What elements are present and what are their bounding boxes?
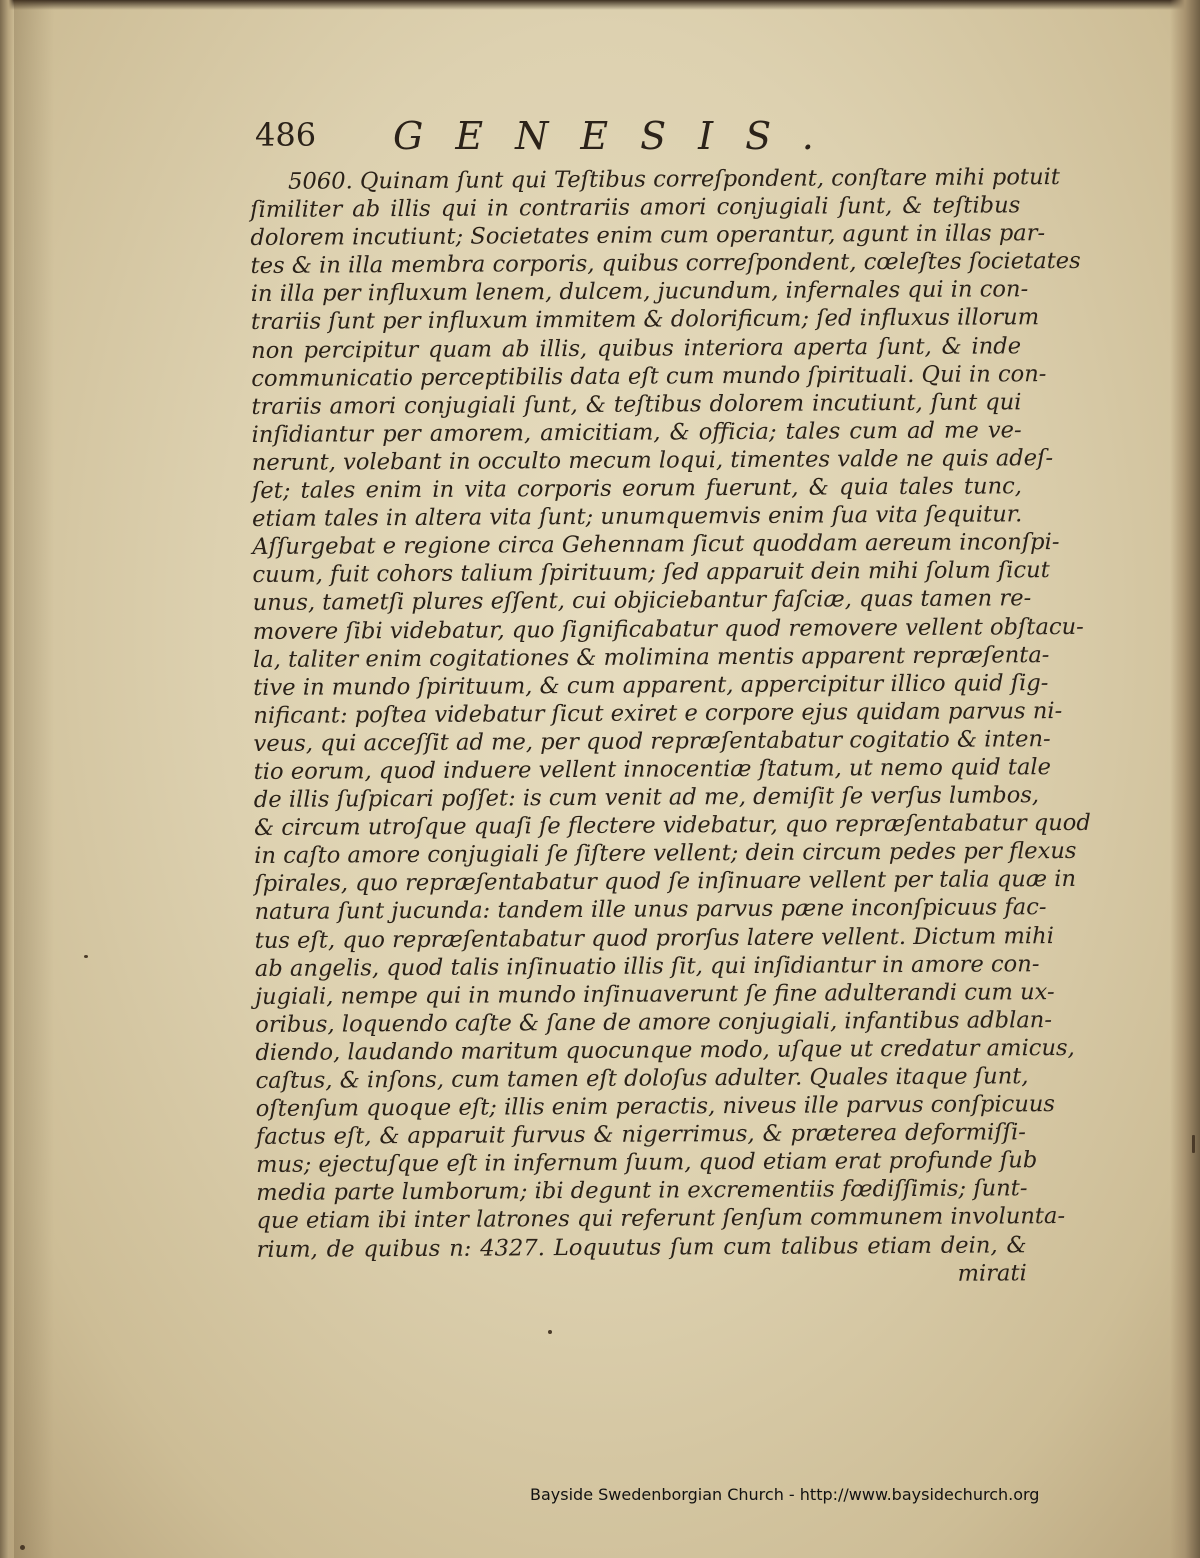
text-line: tes & in illa membra corporis, quibus correſpondent, cœleſtes ſocietates — [250, 248, 1081, 280]
text-line: ſet; tales enim in vita corporis eorum fuerunt, & quia tales tunc, — [251, 473, 1023, 505]
speck — [84, 955, 88, 958]
text-line: in caſto amore conjugiali ſe ſiſtere vellent; dein circum pedes per flexus — [254, 838, 1077, 870]
text-line: communicatio perceptibilis data eſt cum mundo ſpirituali. Qui in con- — [251, 360, 1047, 392]
text-line: tio eorum, quod induere vellent innocentiæ ſtatum, ut nemo quid tale — [253, 754, 1052, 785]
text-line: etiam tales in altera vita ſunt; unumquemvis enim ſua vita ſequitur. — [252, 501, 1023, 533]
top-edge — [0, 0, 1200, 10]
text-line: la, taliter enim cogitationes & molimina mentis apparent repræſenta- — [252, 641, 1050, 673]
text-line: veus, qui acceſſit ad me, per quod repræſentabatur cogitatio & inten- — [253, 725, 1051, 757]
text-line: factus eſt, & apparuit furvus & nigerrimus, & præterea deformiſſi- — [255, 1119, 1026, 1151]
text-line: mirati — [957, 1259, 1027, 1287]
speck — [548, 1330, 552, 1334]
text-line: non percipitur quam ab illis, quibus interiora aperta ſunt, & inde — [251, 332, 1022, 364]
text-line: Aſſurgebat e regione circa Gehennam ſicut quoddam aereum inconſpi- — [252, 529, 1060, 561]
text-line: diendo, laudando maritum quocunque modo, uſque ut credatur amicus, — [255, 1034, 1075, 1066]
text-line: ſimiliter ab illis qui in contrariis amori conjugiali ſunt, & teſtibus — [250, 192, 1021, 224]
speck — [20, 1545, 25, 1550]
text-line: nificant: poſtea videbatur ſicut exiret e corpore ejus quidam parvus ni- — [253, 697, 1063, 729]
running-title: GENESIS. — [393, 114, 846, 158]
text-line: tive in mundo ſpirituum, & cum apparent, appercipitur illico quid ſig- — [253, 669, 1049, 701]
text-line: oribus, loquendo caſte & ſane de amore conjugiali, infantibus adblan- — [255, 1006, 1053, 1038]
right-page-edge — [1170, 0, 1200, 1558]
footer-credit: Bayside Swedenborgian Church - http://www.baysidechurch.org — [530, 1485, 1040, 1504]
text-line: media parte lumborum; ibi degunt in excrementiis fœdiſſimis; ſunt- — [256, 1175, 1028, 1207]
text-line: ſpirales, quo repræſentabatur quod ſe inſinuare vellent per talia quæ in — [254, 866, 1077, 898]
text-line: trariis amori conjugiali ſunt, & teſtibus dolorem incutiunt, ſunt qui — [251, 389, 1022, 420]
text-line: 5060. Quinam ſunt qui Teſtibus correſpondent, conſtare mihi potuit — [288, 164, 1060, 195]
text-line: ab angelis, quod talis inſinuatio illis ſit, qui inſidiantur in amore con- — [254, 950, 1040, 982]
text-line: dolorem incutiunt; Societates enim cum operantur, agunt in illas par- — [250, 220, 1046, 252]
text-line: nerunt, volebant in occulto mecum loqui, timentes valde ne quis adeſ- — [251, 445, 1054, 476]
text-line: trariis ſunt per influxum immitem & dolorificum; ſed influxus illorum — [250, 304, 1040, 336]
text-line: mus; ejectuſque eſt in infernum ſuum, quod etiam erat profunde ſub — [256, 1147, 1038, 1179]
gutter-shadow — [14, 0, 54, 1558]
speck — [1192, 1135, 1195, 1153]
text-line: & circum utroſque quaſi ſe flectere videbatur, quo repræſentabatur quod — [253, 810, 1091, 842]
text-line: jugiali, nempe qui in mundo inſinuaverunt ſe fine adulterandi cum ux- — [254, 978, 1055, 1010]
text-line: unus, tametſi plures eſſent, cui objiciebantur faſciæ, quas tamen re- — [252, 585, 1032, 617]
body-text — [250, 163, 1091, 1291]
text-line: natura ſunt jucunda: tandem ille unus parvus pæne inconſpicuus fac- — [254, 894, 1047, 926]
page-header — [255, 108, 895, 168]
text-line: cuum, fuit cohors talium ſpirituum; ſed apparuit dein mihi ſolum ſicut — [252, 557, 1050, 589]
text-line: oſtenſum quoque eſt; illis enim peractis, niveus ille parvus conſpicuus — [255, 1091, 1056, 1123]
text-line: que etiam ibi inter latrones qui referunt ſenſum communem involunta- — [256, 1203, 1066, 1235]
text-line: rium, de quibus n: 4327. Loquutus ſum cum talibus etiam dein, & — [256, 1231, 1027, 1263]
text-line: inſidiantur per amorem, amicitiam, & officia; tales cum ad me ve- — [251, 417, 1022, 448]
text-line: in illa per influxum lenem, dulcem, jucundum, infernales qui in con- — [250, 276, 1029, 308]
text-line: tus eſt, quo repræſentabatur quod prorſus latere vellent. Dictum mihi — [254, 922, 1054, 954]
text-line: de illis ſuſpicari poſſet: is cum venit ad me, demiſit ſe verſus lumbos, — [253, 782, 1040, 814]
text-line: caſtus, & inſons, cum tamen eſt doloſus adulter. Quales itaque ſunt, — [255, 1063, 1029, 1094]
text-line: movere ſibi videbatur, quo ſignificabatur quod removere vellent obſtacu- — [252, 613, 1084, 645]
left-page-edge — [0, 0, 14, 1558]
page-number: 486 — [255, 116, 317, 154]
